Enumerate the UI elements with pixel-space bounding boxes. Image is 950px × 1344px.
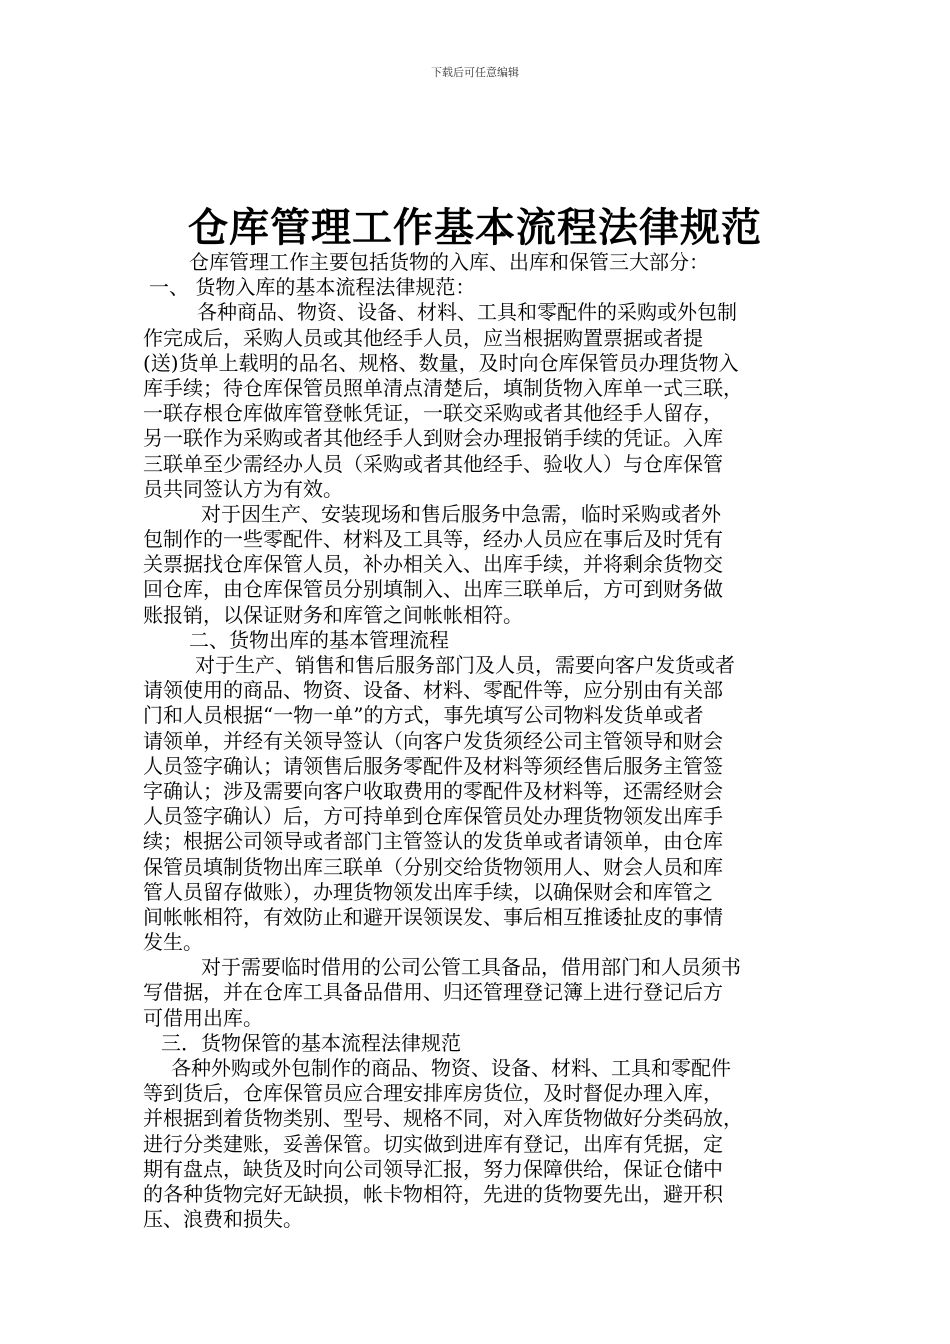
paragraph-line: 人员签字确认；请领售后服务零配件及材料等须经售后服务主管签 bbox=[143, 753, 723, 778]
document-body bbox=[143, 250, 823, 1232]
paragraph-line: 对于因生产、安装现场和售后服务中急需，临时采购或者外 bbox=[201, 501, 721, 526]
paragraph-line: 发生。 bbox=[143, 930, 203, 955]
paragraph-line: 进行分类建账，妥善保管。切实做到进库有登记，出库有凭据，定 bbox=[143, 1131, 723, 1156]
section-heading: 一、 货物入库的基本流程法律规范： bbox=[149, 275, 476, 300]
paragraph-line: 库手续；待仓库保管员照单清点清楚后，填制货物入库单一式三联， bbox=[143, 375, 743, 400]
paragraph-line: 对于需要临时借用的公司公管工具备品，借用部门和人员须书 bbox=[201, 955, 741, 980]
paragraph-line: 写借据，并在仓库工具备品借用、归还管理登记簿上进行登记后方 bbox=[143, 980, 723, 1005]
paragraph-line: 续；根据公司领导或者部门主管签认的发货单或者请领单，由仓库 bbox=[143, 829, 723, 854]
paragraph-line: 作完成后，采购人员或其他经手人员，应当根据购置票据或者提 bbox=[143, 325, 703, 350]
paragraph-line: 一联存根仓库做库管登帐凭证，一联交采购或者其他经手人留存， bbox=[143, 401, 723, 426]
paragraph-line: 等到货后，仓库保管员应合理安排库房货位，及时督促办理入库， bbox=[143, 1081, 723, 1106]
paragraph-line: 三联单至少需经办人员（采购或者其他经手、验收人）与仓库保管 bbox=[143, 451, 723, 476]
paragraph-line: 压、浪费和损失。 bbox=[143, 1207, 303, 1232]
paragraph-line: 包制作的一些零配件、材料及工具等，经办人员应在事后及时凭有 bbox=[143, 527, 723, 552]
header-note: 下载后可任意编辑 bbox=[431, 66, 519, 79]
intro-paragraph: 仓库管理工作主要包括货物的入库、出库和保管三大部分： bbox=[189, 250, 709, 274]
sections bbox=[143, 275, 823, 1232]
document-title: 仓库管理工作基本流程法律规范 bbox=[188, 204, 762, 251]
paragraph-line: 请领单，并经有关领导签认（向客户发货须经公司主管领导和财会 bbox=[143, 728, 723, 753]
paragraph-line: 关票据找仓库保管人员，补办相关入、出库手续，并将剩余货物交 bbox=[143, 552, 723, 577]
paragraph-line: 各种外购或外包制作的商品、物资、设备、材料、工具和零配件 bbox=[171, 1056, 731, 1080]
paragraph-line: 人员签字确认）后，方可持单到仓库保管员处办理货物领发出库手 bbox=[143, 804, 723, 829]
paragraph-line: 另一联作为采购或者其他经手人到财会办理报销手续的凭证。入库 bbox=[143, 426, 723, 451]
paragraph-line: 并根据到着货物类别、型号、规格不同，对入库货物做好分类码放， bbox=[143, 1106, 743, 1131]
paragraph-line: 回仓库，由仓库保管员分别填制入、出库三联单后，方可到财务做 bbox=[143, 577, 723, 602]
paragraph-line: 间帐帐相符，有效防止和避开误领误发、事后相互推诿扯皮的事情 bbox=[143, 904, 723, 929]
paragraph-line: (送)货单上载明的品名、规格、数量，及时向仓库保管员办理货物入 bbox=[143, 350, 739, 375]
paragraph-line: 管人员留存做账），办理货物领发出库手续，以确保财会和库管之 bbox=[143, 879, 713, 904]
paragraph-line: 保管员填制货物出库三联单（分别交给货物领用人、财会人员和库 bbox=[143, 854, 723, 879]
paragraph-line: 可借用出库。 bbox=[143, 1005, 263, 1030]
paragraph-line: 员共同签认方为有效。 bbox=[143, 476, 343, 501]
paragraph-line: 门和人员根据“一物一单”的方式，事先填写公司物料发货单或者 bbox=[143, 703, 704, 728]
section-heading: 三．货物保管的基本流程法律规范 bbox=[161, 1030, 461, 1055]
paragraph-line: 字确认；涉及需要向客户收取费用的零配件及材料等，还需经财会 bbox=[143, 778, 723, 803]
paragraph-line: 各种商品、物资、设备、材料、工具和零配件的采购或外包制 bbox=[197, 300, 737, 325]
paragraph-line: 请领使用的商品、物资、设备、材料、零配件等，应分别由有关部 bbox=[143, 678, 723, 703]
paragraph-line: 账报销，以保证财务和库管之间帐帐相符。 bbox=[143, 602, 523, 627]
paragraph-line: 期有盘点，缺货及时向公司领导汇报，努力保障供给，保证仓储中 bbox=[143, 1156, 723, 1181]
section-heading: 二、货物出库的基本管理流程 bbox=[189, 627, 449, 652]
paragraph-line: 对于生产、销售和售后服务部门及人员，需要向客户发货或者 bbox=[195, 653, 735, 677]
paragraph-line: 的各种货物完好无缺损，帐卡物相符，先进的货物要先出，避开积 bbox=[143, 1181, 723, 1206]
